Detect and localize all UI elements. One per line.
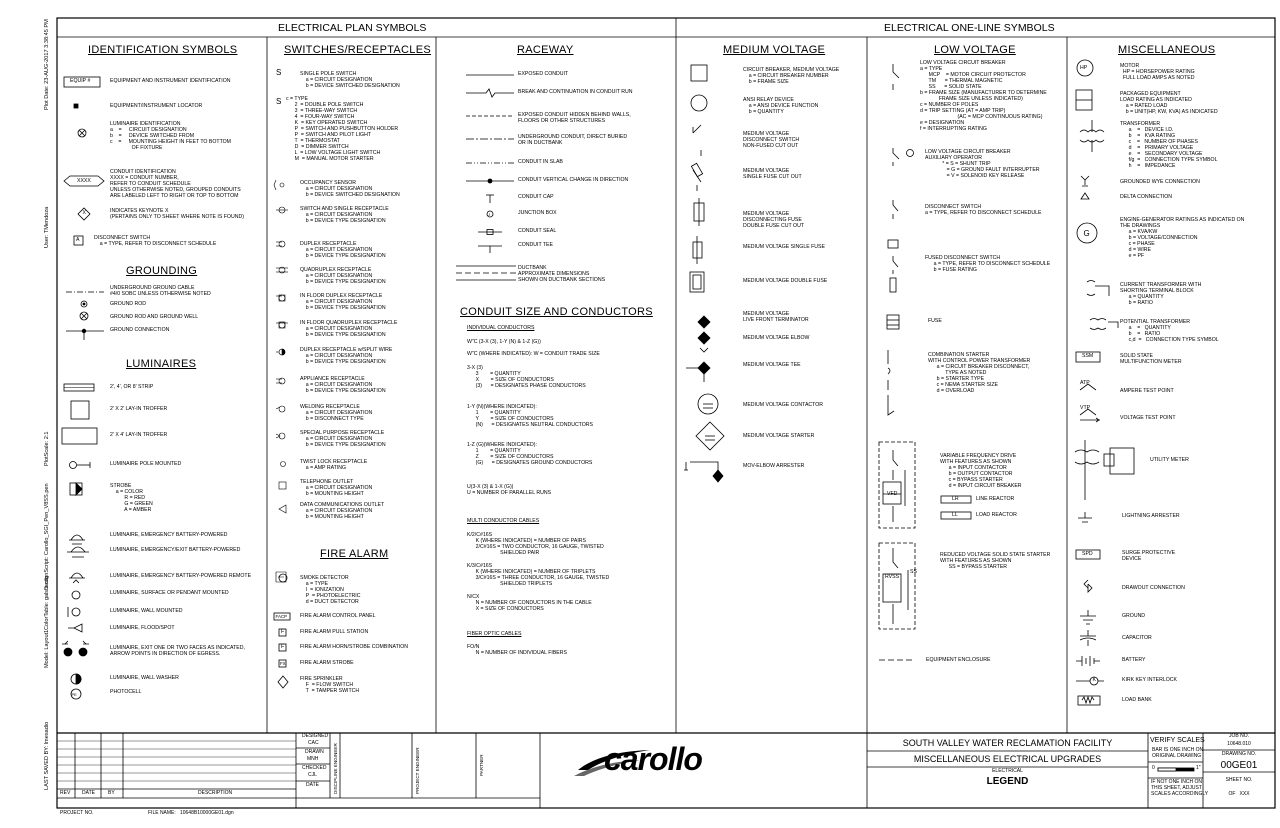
cond-note-3: W"C (WHERE INDICATED): W = CONDUIT TRADE SIZE (467, 351, 600, 357)
raceway-section-title: RACEWAY (517, 44, 574, 56)
miscellaneous-section-title: MISCELLANEOUS (1118, 44, 1216, 56)
svg-text:G: G (1083, 229, 1090, 238)
race-text-3: EXPOSED CONDUIT HIDDEN BEHIND WALLS, FLOORS OR OTHER STRUCTURES (518, 112, 631, 124)
tb-file-name: FILE NAME: 10648B10000GE01.dgn (148, 810, 234, 816)
misc-text-10: AMPERE TEST POINT (1120, 388, 1174, 394)
low-voltage-section-title: LOW VOLTAGE (934, 44, 1016, 56)
misc-text-6: ENGINE-GENERATOR RATINGS AS INDICATED ON THE DRAWINGS a = KVA/KW b = VOLTAGE/CONNECTION c = PHASE d = WIRE e = PF (1120, 217, 1245, 259)
lum-text-5: STROBE a = COLOR R = RED G = GREEN A = AMBER (110, 483, 153, 513)
cond-note-11: N/CX N = NUMBER OF CONDUCTORS IN THE CABLE X = SIZE OF CONDUCTORS (467, 594, 592, 612)
misc-text-17: CAPACITOR (1122, 635, 1152, 641)
cond-note-8: MULTI CONDUCTOR CABLES (467, 518, 540, 524)
misc-text-13: LIGHTNING ARRESTER (1122, 513, 1180, 519)
raceway-symbols (456, 75, 516, 280)
disconnect-tag-label: A (76, 236, 80, 243)
misc-text-4: GROUNDED WYE CONNECTION (1120, 179, 1200, 185)
grounding-symbols (66, 292, 104, 340)
switches-section-title: SWITCHES/RECEPTACLES (284, 44, 431, 56)
tb-sheet-number: OF XXX (1228, 791, 1250, 797)
lv-text-2: LOW VOLTAGE CIRCUIT BREAKER AUXILIARY OPERATOR * = S = SHUNT TRIP = G = GROUND FAULT INTERRUPTER = V = SOLENOID KEY RELEASE (925, 149, 1040, 179)
lum-text-14: PHOTOCELL (110, 689, 142, 695)
lum-text-7: LUMINAIRE, EMERGENCY/EXIT BATTERY-POWERED (110, 547, 241, 553)
mv-text-6: MEDIUM VOLTAGE SINGLE FUSE (743, 244, 825, 250)
cond-note-9: K/2/C#16S K (WHERE INDICATED) = NUMBER OF PAIRS 2/C#16S = TWO CONDUCTOR, 16 GAUGE, TWISTED SHIELDED PAIR (467, 532, 604, 556)
sw-text-2: c = TYPE 2 = DOUBLE POLE SWITCH 3 = THREE-WAY SWITCH 4 = FOUR-WAY SWITCH K = KEY OPERATED SWITCH P = SWITCH AND PUSHBUTTON HOLDER P = SWITCH AND PILOT LIGHT T = THERMOSTAT D = DIMMER SWITCH L = LOW VOLTAGE LIGHT SWITCH M = MANUAL MOTOR STARTER (286, 96, 399, 162)
lv-text-9: LOAD REACTOR (976, 512, 1017, 518)
lv-rvss-tag: RVSS (885, 574, 900, 580)
conduit-section-title: CONDUIT SIZE AND CONDUCTORS (460, 306, 653, 318)
lum-text-2: 2' X 2' LAY-IN TROFFER (110, 406, 168, 412)
tb-job-label: JOB NO. (1228, 733, 1249, 739)
misc-text-18: BATTERY (1122, 657, 1146, 663)
sw-text-15: DATA COMMUNICATIONS OUTLET a = CIRCUIT DESIGNATION b = MOUNTING HEIGHT (300, 502, 385, 520)
misc-hp-tag: HP (1080, 64, 1088, 71)
lv-text-11: EQUIPMENT ENCLOSURE (926, 657, 991, 663)
lum-text-3: 2' X 4' LAY-IN TROFFER (110, 432, 168, 438)
id-text-3: LUMINAIRE IDENTIFICATION a = CIRCUIT DESIGNATION b = DEVICE SWITCHED FROM c = MOUNTING HEIGHT IN FEET TO BOTTOM OF FIXTURE (110, 121, 232, 151)
sw-text-6: QUADRUPLEX RECEPTACLE a = CIRCUIT DESIGNATION b = DEVICE TYPE DESIGNATION (300, 267, 386, 285)
fa-text-3: FIRE ALARM PULL STATION (300, 629, 369, 635)
cond-note-10: K/3/C#16S K (WHERE INDICATED) = NUMBER OF TRIPLETS 3/C#16S = THREE CONDUCTOR, 16 GAUGE, TWISTED SHIELDED TRIPLETS (467, 563, 610, 587)
equip-tag-label: EQUIP # (70, 78, 91, 84)
identification-section-title: IDENTIFICATION SYMBOLS (88, 44, 238, 56)
fa-text-5: FIRE ALARM STROBE (300, 660, 354, 666)
identification-symbols (64, 77, 104, 245)
tb-checked-value: CJL (308, 772, 317, 778)
lv-ss-tag: SS (910, 569, 917, 575)
lv-lr-tag: LR (952, 496, 959, 502)
misc-text-1: MOTOR HP = HORSEPOWER RATING FULL LOAD AMPS AS NOTED (1120, 63, 1195, 81)
lv-ll-tag: LL (952, 512, 958, 518)
race-text-11: DUCTBANK APPROXIMATE DIMENSIONS SHOWN ON DUCTBANK SECTIONS (518, 265, 606, 283)
misc-ssm-tag: SSM (1082, 353, 1094, 359)
tb-designed-value: CAC (308, 740, 319, 746)
luminaire-symbols (62, 384, 97, 699)
mv-text-11: MEDIUM VOLTAGE CONTACTOR (743, 402, 824, 408)
tb-facility: SOUTH VALLEY WATER RECLAMATION FACILITY (902, 738, 1113, 748)
lv-text-8: LINE REACTOR (976, 496, 1015, 502)
sidebar-design-script: DesignScript: Carollo_SGI_Pen_V8SS.pen (44, 483, 50, 590)
fa-horn-tag: F (281, 644, 285, 650)
misc-text-15: DRAWOUT CONNECTION (1122, 585, 1185, 591)
lv-text-10: REDUCED VOLTAGE SOLID STATE STARTER WITH FEATURES AS SHOWN SS = BYPASS STARTER (940, 552, 1051, 570)
race-text-10: CONDUIT TEE (518, 242, 553, 248)
keynote-tag-label: X (82, 210, 86, 216)
mv-text-10: MEDIUM VOLTAGE TEE (743, 362, 801, 368)
sw-text-12: SPECIAL PURPOSE RECEPTACLE a = CIRCUIT DESIGNATION b = DEVICE TYPE DESIGNATION (300, 430, 386, 448)
sidebar-plot-scale: PlotScale: 2:1 (44, 431, 50, 466)
mv-text-8: MEDIUM VOLTAGE LIVE FRONT TERMINATOR (743, 311, 809, 323)
misc-text-7: CURRENT TRANSFORMER WITH SHORTING TERMINAL BLOCK a = QUANTITY b = RATIO (1120, 282, 1202, 306)
cond-note-4: 3-X (3) 3 = QUANTITY X = SIZE OF CONDUCTORS (3) = DESIGNATES PHASE CONDUCTORS (467, 365, 586, 389)
ground-text-2: GROUND ROD (110, 301, 147, 307)
id-text-1: EQUIPMENT AND INSTRUMENT IDENTIFICATION (110, 78, 231, 84)
tb-project-no: PROJECT NO. (60, 810, 94, 816)
race-text-5: CONDUIT IN SLAB (518, 159, 563, 165)
fa-strobe-tag: FX (280, 661, 286, 666)
tb-date: DATE (82, 790, 95, 796)
tb-project: MISCELLANEOUS ELECTRICAL UPGRADES (913, 754, 1102, 764)
svg-text:PE: PE (71, 692, 77, 697)
tb-by: BY (108, 790, 115, 796)
tb-partner: PARTNER (479, 754, 484, 776)
tb-bar-one: 1" (1196, 765, 1201, 771)
tb-rev: REV (60, 790, 71, 796)
cond-note-5: 1-Y (N)(WHERE INDICATED): 1 = QUANTITY Y = SIZE OF CONDUCTORS (N) = DESIGNATES NEUTRAL CONDUCTORS (467, 404, 594, 428)
misc-text-12: UTILITY METER (1150, 457, 1189, 463)
mv-text-3: MEDIUM VOLTAGE DISCONNECT SWITCH NON-FUSED CUT OUT (743, 131, 800, 149)
mv-text-4: MEDIUM VOLTAGE SINGLE FUSE CUT OUT (743, 168, 802, 180)
mv-text-13: MOV-ELBOW ARRESTER (743, 463, 805, 469)
sw-text-8: IN FLOOR QUADRUPLEX RECEPTACLE a = CIRCUIT DESIGNATION b = DEVICE TYPE DESIGNATION (300, 320, 398, 338)
lum-text-9: LUMINAIRE, SURFACE OR PENDANT MOUNTED (110, 590, 229, 596)
misc-text-20: LOAD BANK (1122, 697, 1152, 703)
race-text-1: EXPOSED CONDUIT (518, 71, 569, 77)
mv-text-9: MEDIUM VOLTAGE ELBOW (743, 335, 810, 341)
cond-note-12: FIBER OPTIC CABLES (467, 631, 522, 637)
svg-text:S: S (276, 97, 282, 106)
cond-note-7: U(3-X (3) & 1-X (G)) U = NUMBER OF PARALLEL RUNS (467, 484, 552, 496)
race-text-8: JUNCTION BOX (518, 210, 557, 216)
fa-text-6: FIRE SPRINKLER F = FLOW SWITCH T = TAMPER SWITCH (300, 676, 360, 694)
misc-text-5: DELTA CONNECTION (1120, 194, 1172, 200)
tb-sheet-title: LEGEND (986, 776, 1029, 787)
tb-sheet-label: SHEET NO. (1225, 777, 1253, 783)
svg-text:S: S (276, 68, 282, 77)
tb-drawing-number: 00GE01 (1220, 760, 1258, 771)
cond-note-1: INDIVIDUAL CONDUCTORS (467, 325, 535, 331)
sw-text-1: SINGLE POLE SWITCH a = CIRCUIT DESIGNATION b = DEVICE SWITCHED DESIGNATION (300, 71, 400, 89)
ground-text-4: GROUND CONNECTION (110, 327, 170, 333)
sidebar-model: Model: Layout1 (44, 629, 50, 668)
tb-designed-label: DESIGNED (302, 733, 329, 739)
svg-text:J: J (488, 212, 491, 217)
mv-text-2: ANSI RELAY DEVICE a = ANSI DEVICE FUNCTION b = QUANTITY (743, 97, 819, 115)
misc-text-14: SURGE PROTECTIVE DEVICE (1122, 550, 1176, 562)
misc-k-tag: K (1092, 677, 1096, 683)
plan-symbols-header: ELECTRICAL PLAN SYMBOLS (278, 22, 427, 34)
lv-text-4: FUSED DISCONNECT SWITCH a = TYPE, REFER TO DISCONNECT SCHEDULE b = FUSE RATING (925, 255, 1051, 273)
sw-text-11: WELDING RECEPTACLE a = CIRCUIT DESIGNATION b = DISCONNECT TYPE (300, 404, 373, 422)
cond-note-6: 1-Z (G)(WHERE INDICATED): 1 = QUANTITY Z = SIZE OF CONDUCTORS (G) = DESIGNATES GROUND CONDUCTORS (467, 442, 593, 466)
ground-text-1: UNDERGROUND GROUND CABLE #4/0 SOBC UNLESS OTHERWISE NOTED (110, 285, 211, 297)
race-text-4: UNDERGROUND CONDUIT, DIRECT BURIED OR IN DUCTBANK (518, 134, 628, 146)
lum-text-6: LUMINAIRE, EMERGENCY BATTERY-POWERED (110, 532, 228, 538)
carollo-logo-text: carollo (604, 741, 702, 777)
race-text-2: BREAK AND CONTINUATION IN CONDUIT RUN (518, 89, 633, 95)
lum-text-11: LUMINAIRE, FLOOD/SPOT (110, 625, 175, 631)
mv-text-7: MEDIUM VOLTAGE DOUBLE FUSE (743, 278, 828, 284)
tb-drawing-label: DRAWING NO. (1221, 751, 1257, 757)
misc-text-2: PACKAGED EQUIPMENT LOAD RATING AS INDICATED a = RATED LOAD b = UNIT(HP, KW, KVA) AS INDICATED (1120, 91, 1218, 115)
race-text-9: CONDUIT SEAL (518, 228, 557, 234)
lv-text-6: COMBINATION STARTER WITH CONTROL POWER TRANSFORMER a = CIRCUIT BREAKER DISCONNECT, TYPE AS NOTED b = STARTER TYPE c = NEMA STARTER SIZE d = OVERLOAD (928, 352, 1031, 394)
id-text-4: CONDUIT IDENTIFICATION XXXX = CONDUIT NUMBER, REFER TO CONDUIT SCHEDULE UNLESS OTHERWISE NOTED, GROUPED CONDUITS ARE LABELED LEFT TO RIGHT OR TOP TO BOTTOM (110, 169, 241, 199)
conduit-tag-label: XXXX (77, 177, 91, 184)
misc-text-8: POTENTIAL TRANSFORMER a = QUANTITY b = RATIO c,d = CONNECTION TYPE SYMBOL (1120, 319, 1219, 343)
tb-checked-label: CHECKED (302, 765, 327, 771)
tb-description: DESCRIPTION (198, 790, 233, 796)
tb-project-engineer: PROJECT ENGINEER (415, 747, 420, 794)
lv-text-3: DISCONNECT SWITCH a = TYPE, REFER TO DISCONNECT SCHEDULE (925, 204, 1042, 216)
luminaires-section-title: LUMINAIRES (126, 358, 197, 370)
lv-text-5: FUSE (928, 318, 942, 324)
sw-text-7: IN FLOOR DUPLEX RECEPTACLE a = CIRCUIT DESIGNATION b = DEVICE TYPE DESIGNATION (300, 293, 386, 311)
sidebar-user: User: TMendoza (44, 206, 50, 248)
id-text-6: DISCONNECT SWITCH a = TYPE, REFER TO DISCONNECT SCHEDULE (94, 235, 217, 247)
sw-text-13: TWIST LOCK RECEPTACLE a = AMP RATING (300, 459, 368, 471)
misc-spd-tag: SPD (1082, 551, 1093, 557)
mv-text-1: CIRCUIT BREAKER, MEDIUM VOLTAGE a = CIRCUIT BREAKER NUMBER b = FRAME SIZE (743, 67, 840, 85)
sidebar-last-saved: LAST SAVED BY: lmesadio (44, 721, 50, 790)
sidebar-color-table: ColorTable: galsts.ctb (44, 576, 50, 630)
fire-alarm-section-title: FIRE ALARM (320, 548, 389, 560)
misc-text-16: GROUND (1122, 613, 1146, 619)
misc-vtp-tag: VTP (1080, 405, 1091, 411)
sw-text-9: DUPLEX RECEPTACLE w/SPLIT WIRE a = CIRCUIT DESIGNATION b = DEVICE TYPE DESIGNATION (300, 347, 393, 365)
tb-date-label: DATE (306, 782, 319, 788)
mv-text-5: MEDIUM VOLTAGE DISCONNECTING FUSE DOUBLE FUSE CUT OUT (743, 211, 805, 229)
fa-text-1: SMOKE DETECTOR a = TYPE I = IONIZATION P = PHOTOELECTRIC d = DUCT DETECTOR (300, 575, 361, 605)
tb-drawn-value: MNH (307, 756, 319, 762)
ground-text-3: GROUND ROD AND GROUND WELL (110, 314, 199, 320)
tb-verify-scales: VERIFY SCALES (1150, 737, 1205, 744)
fa-text-2: FIRE ALARM CONTROL PANEL (300, 613, 376, 619)
fa-panel-tag: FACP (275, 614, 287, 619)
sw-text-10: APPLIANCE RECEPTACLE a = CIRCUIT DESIGNATION b = DEVICE TYPE DESIGNATION (300, 376, 386, 394)
tb-drawn-label: DRAWN (305, 749, 324, 755)
lum-text-12: LUMINAIRE, EXIT ONE OR TWO FACES AS INDICATED, ARROW POINTS IN DIRECTION OF EGRESS. (110, 645, 245, 657)
sidebar-plot-date: Plot Date: 23-AUG-2017 3:38:45 PM (44, 19, 50, 110)
misc-atp-tag: ATP (1080, 380, 1090, 386)
lv-vfd-tag: VFD (887, 491, 898, 497)
fa-pull-tag: F (281, 629, 285, 635)
tb-if-not: IF NOT ONE INCH ON THIS SHEET, ADJUST SCALES ACCORDINGLY (1151, 779, 1209, 797)
lum-text-1: 2', 4', OR 8' STRIP (110, 384, 154, 390)
cond-note-13: FO/N N = NUMBER OF INDIVIDUAL FIBERS (467, 644, 567, 656)
lv-text-1: LOW VOLTAGE CIRCUIT BREAKER a = TYPE MCP = MOTOR CIRCUIT PROTECTOR TM = THERMAL MAGNETIC SS = SOLID STATE b = FRAME SIZE (MANUFACTURER TO DETERMINE FRAME SIZE UNLESS INDICATED) c = NUMBER OF POLES d = TRIP SETTING (AT = AMP TRIP) (AC = MCP CONTINUOUS RATING) e = DESIGNATION f = INTERRUPTING RATING (920, 60, 1047, 132)
fa-text-4: FIRE ALARM HORN/STROBE COMBINATION (300, 644, 408, 650)
tb-bar-zero: 0 (1152, 765, 1155, 771)
id-text-2: EQUIPMENT/INSTRUMENT LOCATOR (110, 103, 203, 109)
sw-text-14: TELEPHONE OUTLET a = CIRCUIT DESIGNATION b = MOUNTING HEIGHT (300, 479, 373, 497)
misc-text-19: KIRK KEY INTERLOCK (1122, 677, 1177, 683)
cond-note-2: W"C (3-X (3), 1-Y (N) & 1-Z (G)) (467, 339, 541, 345)
race-text-6: CONDUIT VERTICAL CHANGE IN DIRECTION (518, 177, 629, 183)
medium-voltage-symbols (684, 65, 724, 482)
tb-bar-note: BAR IS ONE INCH ON ORIGINAL DRAWING (1152, 747, 1204, 759)
race-text-7: CONDUIT CAP (518, 194, 554, 200)
id-text-5: INDICATES KEYNOTE X (PERTAINS ONLY TO SHEET WHERE NOTE IS FOUND) (110, 208, 244, 220)
tb-discipline-engineer: DISCIPLINE ENGINEER (333, 743, 338, 794)
lum-text-4: LUMINAIRE POLE MOUNTED (110, 461, 182, 467)
lum-text-13: LUMINAIRE, WALL WASHER (110, 675, 179, 681)
one-line-symbols-header: ELECTRICAL ONE-LINE SYMBOLS (884, 22, 1055, 34)
misc-text-3: TRANSFORMER a = DEVICE I.D. b = KVA RATING c = NUMBER OF PHASES d = PRIMARY VOLTAGE e = SECONDARY VOLTAGE f/g = CONNECTION TYPE SYMBOL h = IMPEDANCE (1120, 121, 1218, 169)
lum-text-10: LUMINAIRE, WALL MOUNTED (110, 608, 183, 614)
sw-text-4: SWITCH AND SINGLE RECEPTACLE a = CIRCUIT DESIGNATION b = DEVICE TYPE DESIGNATION (300, 206, 389, 224)
misc-text-9: SOLID STATE MULTIFUNCTION METER (1120, 353, 1182, 365)
mv-text-12: MEDIUM VOLTAGE STARTER (743, 433, 815, 439)
lum-text-8: LUMINAIRE, EMERGENCY BATTERY-POWERED REMOTE (110, 573, 252, 579)
grounding-section-title: GROUNDING (126, 265, 198, 277)
tb-discipline-name: ELECTRICAL (992, 768, 1023, 774)
sw-text-5: DUPLEX RECEPTACLE a = CIRCUIT DESIGNATION b = DEVICE TYPE DESIGNATION (300, 241, 386, 259)
sw-text-3: OCCUPANCY SENSOR a = CIRCUIT DESIGNATION b = DEVICE SWITCHED DESIGNATION (300, 180, 400, 198)
misc-text-11: VOLTAGE TEST POINT (1120, 415, 1176, 421)
medium-voltage-section-title: MEDIUM VOLTAGE (723, 44, 826, 56)
tb-job-number: 10648.010 (1227, 741, 1251, 747)
lv-text-7: VARIABLE FREQUENCY DRIVE WITH FEATURES AS SHOWN a = INPUT CONTACTOR b = OUTPUT CONTACTOR c = BYPASS STARTER d = INPUT CIRCUIT BREAKER (940, 453, 1022, 489)
